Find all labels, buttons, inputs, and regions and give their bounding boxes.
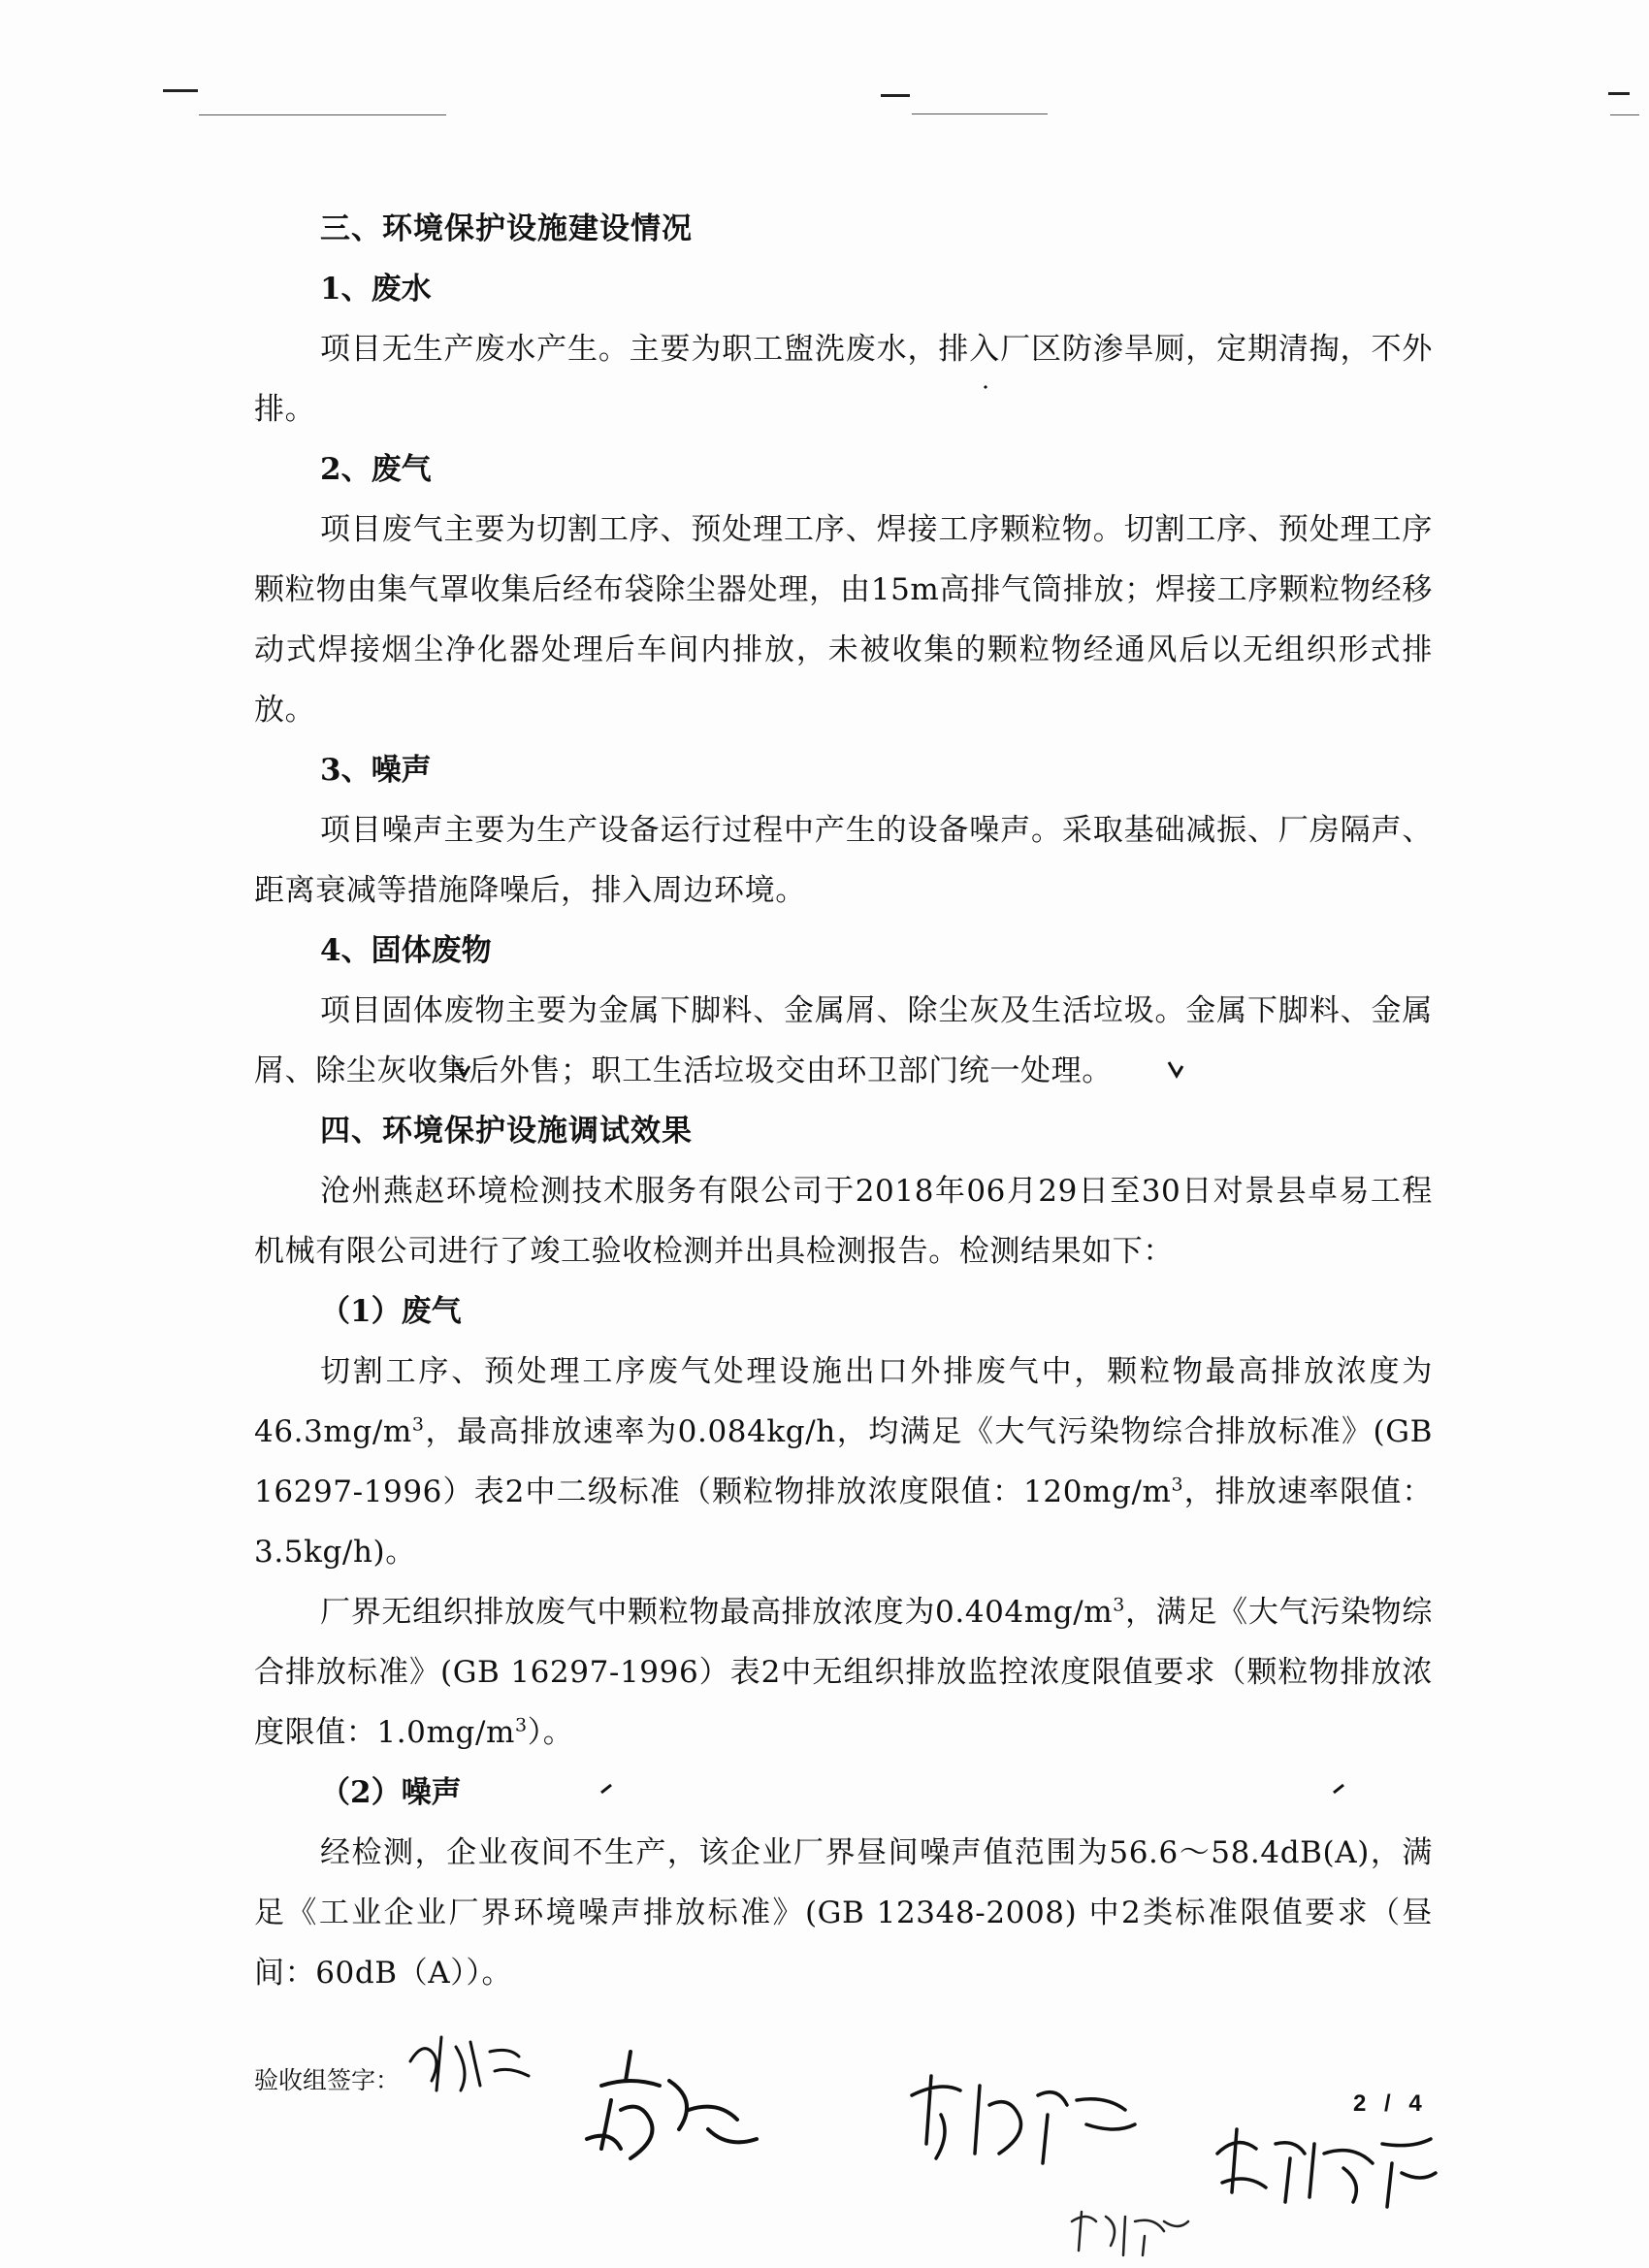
signature-label: 验收组签字：: [254, 2066, 401, 2094]
section-3-3-title: 3、噪声: [320, 753, 432, 788]
text-run: ）。: [527, 1715, 574, 1750]
section-3-4-title: 4、固体废物: [320, 933, 492, 968]
handwritten-signature-5: [1067, 2202, 1193, 2260]
superscript: 3: [1171, 1474, 1184, 1496]
text-run: ，排放速率限值：3.5kg/h)。: [254, 1474, 1433, 1570]
handwritten-signature-3: [902, 2066, 1145, 2173]
section-4-2-title: （2）噪声: [320, 1775, 462, 1810]
section-3-title: 三、环境保护设施建设情况: [320, 211, 693, 246]
superscript: 3: [1113, 1594, 1125, 1616]
superscript: 3: [411, 1413, 425, 1436]
document-body: [254, 199, 1433, 2003]
scan-mark-right: [1608, 92, 1630, 95]
scan-line-center: [912, 113, 1048, 114]
superscript: 3: [514, 1714, 528, 1736]
section-3-1-title: 1、废水: [320, 272, 432, 307]
text-run: 切割工序、预处理工序废气处理设施出口外排废气中，颗粒物最高排放浓度为46.3mg/m: [254, 1354, 1433, 1449]
section-3-2-text: 项目废气主要为切割工序、预处理工序、焊接工序颗粒物。切割工序、预处理工序颗粒物由集气罩收集后经布袋除尘器处理，由15m高排气筒排放；焊接工序颗粒物经移动式焊接烟尘净化器处理后车间内排放，未被收集的颗粒物经通风后以无组织形式排放。: [254, 512, 1433, 728]
section-3-1-text: 项目无生产废水产生。主要为职工盥洗废水，排入厂区防渗旱厕，定期清掏，不外排。: [254, 332, 1433, 427]
text-run: 厂界无组织排放废气中颗粒物最高排放浓度为0.404mg/m: [320, 1595, 1114, 1630]
scan-line-right: [1610, 114, 1639, 115]
section-3-4-text: 项目固体废物主要为金属下脚料、金属屑、除尘灰及生活垃圾。金属下脚料、金属屑、除尘灰收集后外售；职工生活垃圾交由环卫部门统一处理。: [254, 993, 1433, 1088]
handwritten-signature-2: [572, 2042, 766, 2168]
scan-line-left: [199, 114, 446, 115]
section-4-intro: 沧州燕赵环境检测技术服务有限公司于2018年06月29日至30日对景县卓易工程机械有限公司进行了竣工验收检测并出具检测报告。检测结果如下：: [254, 1174, 1433, 1269]
scan-mark-left: [163, 89, 198, 92]
section-3-3-text: 项目噪声主要为生产设备运行过程中产生的设备噪声。采取基础减振、厂房隔声、距离衰减等措施降噪后，排入周边环境。: [254, 813, 1433, 908]
page-number: 2 / 4: [1353, 2090, 1428, 2117]
handwritten-signature-4: [1208, 2115, 1440, 2212]
section-4-2-text: 经检测，企业夜间不生产，该企业厂界昼间噪声值范围为56.6～58.4dB(A)，满足《工业企业厂界环境噪声排放标准》(GB 12348-2008) 中2类标准限值要求（昼间：60dB（A））。: [254, 1835, 1433, 1991]
scan-mark-center: [881, 94, 910, 97]
section-4-1-title: （1）废气: [320, 1294, 462, 1329]
text-run: ，最高排放速率为0.084kg/h，均满足《大气污染物综合排放标准》(GB 16297-1996）表2中二级标准（颗粒物排放浓度限值：120mg/m: [254, 1414, 1433, 1509]
section-4-title: 四、环境保护设施调试效果: [320, 1114, 693, 1149]
section-4-1-para-2: [254, 1582, 1433, 1763]
section-3-2-title: 2、废气: [320, 452, 432, 487]
text-run: ，满足《大气污染物综合排放标准》(GB 16297-1996）表2中无组织排放监控浓度限值要求（颗粒物排放浓度限值：1.0mg/m: [254, 1595, 1433, 1750]
handwritten-signature-1: [403, 2023, 538, 2100]
section-4-1-para-1: [254, 1342, 1433, 1582]
